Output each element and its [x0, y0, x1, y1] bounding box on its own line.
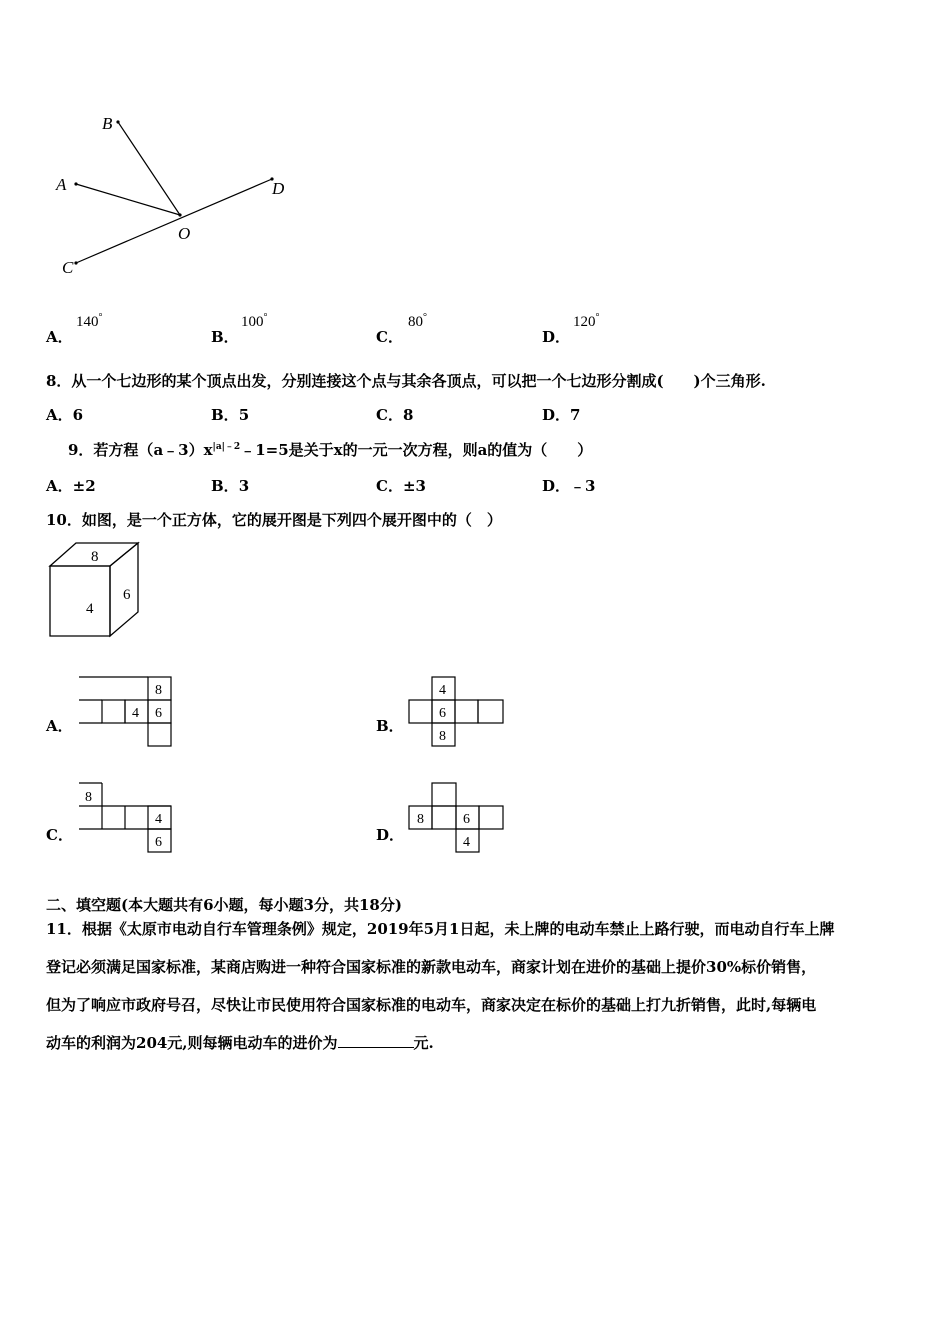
label-d: D	[272, 179, 285, 198]
net-a-cell-right: 6	[155, 706, 162, 721]
q11-line-2: 登记必须满足国家标准，某商店购进一种符合国家标准的新款电动车，商家计划在进价的基础上提价30%标价销售，	[46, 958, 817, 976]
q8-option-d[interactable]: D．7	[542, 406, 581, 424]
option-letter: A．	[46, 328, 73, 346]
point-o	[178, 213, 181, 216]
net-d-cell-mid: 6	[463, 812, 470, 827]
option-letter: D．	[542, 328, 571, 346]
net-d-cell-bottom: 4	[463, 835, 470, 850]
q11-line-4: 动车的利润为204元,则每辆电动车的进价为 元.	[46, 1034, 434, 1052]
point-c	[74, 261, 77, 264]
net-c-cell-mid: 4	[155, 812, 162, 827]
option-letter: C．	[376, 328, 403, 346]
cube-front-number: 4	[86, 601, 94, 617]
answer-blank[interactable]	[338, 1033, 414, 1048]
q10-option-c-letter[interactable]: C．	[46, 826, 73, 844]
q10-option-c-net[interactable]	[78, 782, 178, 856]
q10-option-a-letter[interactable]: A．	[46, 717, 73, 735]
q8-text: 8．从一个七边形的某个顶点出发，分别连接这个点与其余各顶点，可以把一个七边形分割成( )个三角形.	[46, 372, 766, 390]
angle-figure	[40, 100, 320, 290]
option-value: 140°	[76, 312, 103, 330]
option-letter: B．	[211, 328, 239, 346]
q10-option-a-net[interactable]	[78, 676, 178, 748]
q9-option-a[interactable]: A．±2	[46, 477, 96, 495]
q10-text: 10．如图，是一个正方体，它的展开图是下列四个展开图中的（ ）	[46, 511, 502, 529]
cube-figure	[44, 540, 154, 642]
net-c-cell-top: 8	[85, 790, 92, 805]
q8-option-a[interactable]: A．6	[46, 406, 84, 424]
label-a: A	[56, 175, 67, 194]
q8-option-b[interactable]: B．5	[211, 406, 250, 424]
q10-option-b-net[interactable]	[408, 676, 508, 748]
label-c: C	[62, 258, 74, 277]
net-b-cell-top: 4	[439, 683, 446, 698]
option-value: 120°	[573, 312, 600, 330]
cube-front-face	[50, 566, 110, 636]
q11-line-3: 但为了响应市政府号召，尽快让市民使用符合国家标准的电动车，商家决定在标价的基础上打九折销售，此时,每辆电	[46, 996, 817, 1014]
q10-option-d-net[interactable]	[408, 782, 508, 856]
net-d-cell-left: 8	[417, 812, 424, 827]
net-a-cell-mid: 4	[132, 706, 139, 721]
net-b-cell-bottom: 8	[439, 729, 446, 744]
net-a-cell-top: 8	[155, 683, 162, 698]
ray-oa	[76, 184, 180, 215]
q9-option-c[interactable]: C．±3	[376, 477, 426, 495]
point-b	[116, 120, 119, 123]
q11-line-1: 11．根据《太原市电动自行车管理条例》规定，2019年5月1日起，未上牌的电动车禁止上路行驶，而电动自行车上牌	[46, 920, 835, 938]
line-cd	[76, 179, 272, 263]
option-value: 100°	[241, 312, 268, 330]
cube-top-number: 8	[91, 549, 99, 565]
net-b-cell-mid: 6	[439, 706, 446, 721]
section-heading: 二、填空题(本大题共有6小题，每小题3分，共18分)	[46, 896, 402, 914]
q8-option-c[interactable]: C．8	[376, 406, 414, 424]
q9-option-d[interactable]: D．﹣3	[542, 477, 596, 495]
ray-ob	[118, 122, 180, 215]
net-c-cell-bottom: 6	[155, 835, 162, 850]
cube-right-number: 6	[123, 587, 131, 603]
q11-text	[46, 910, 916, 1062]
label-b: B	[102, 114, 113, 133]
label-o: O	[178, 224, 191, 243]
option-value: 80°	[408, 312, 427, 330]
q10-option-d-letter[interactable]: D．	[376, 826, 405, 844]
q10-option-b-letter[interactable]: B．	[376, 717, 404, 735]
point-a	[74, 182, 77, 185]
q9-text: 9．若方程$(a﹣3)x^{|a|﹣2}﹣1=5$是关于x的一元一次方程，则a的值为（ ）	[68, 441, 593, 459]
q9-option-b[interactable]: B．3	[211, 477, 250, 495]
